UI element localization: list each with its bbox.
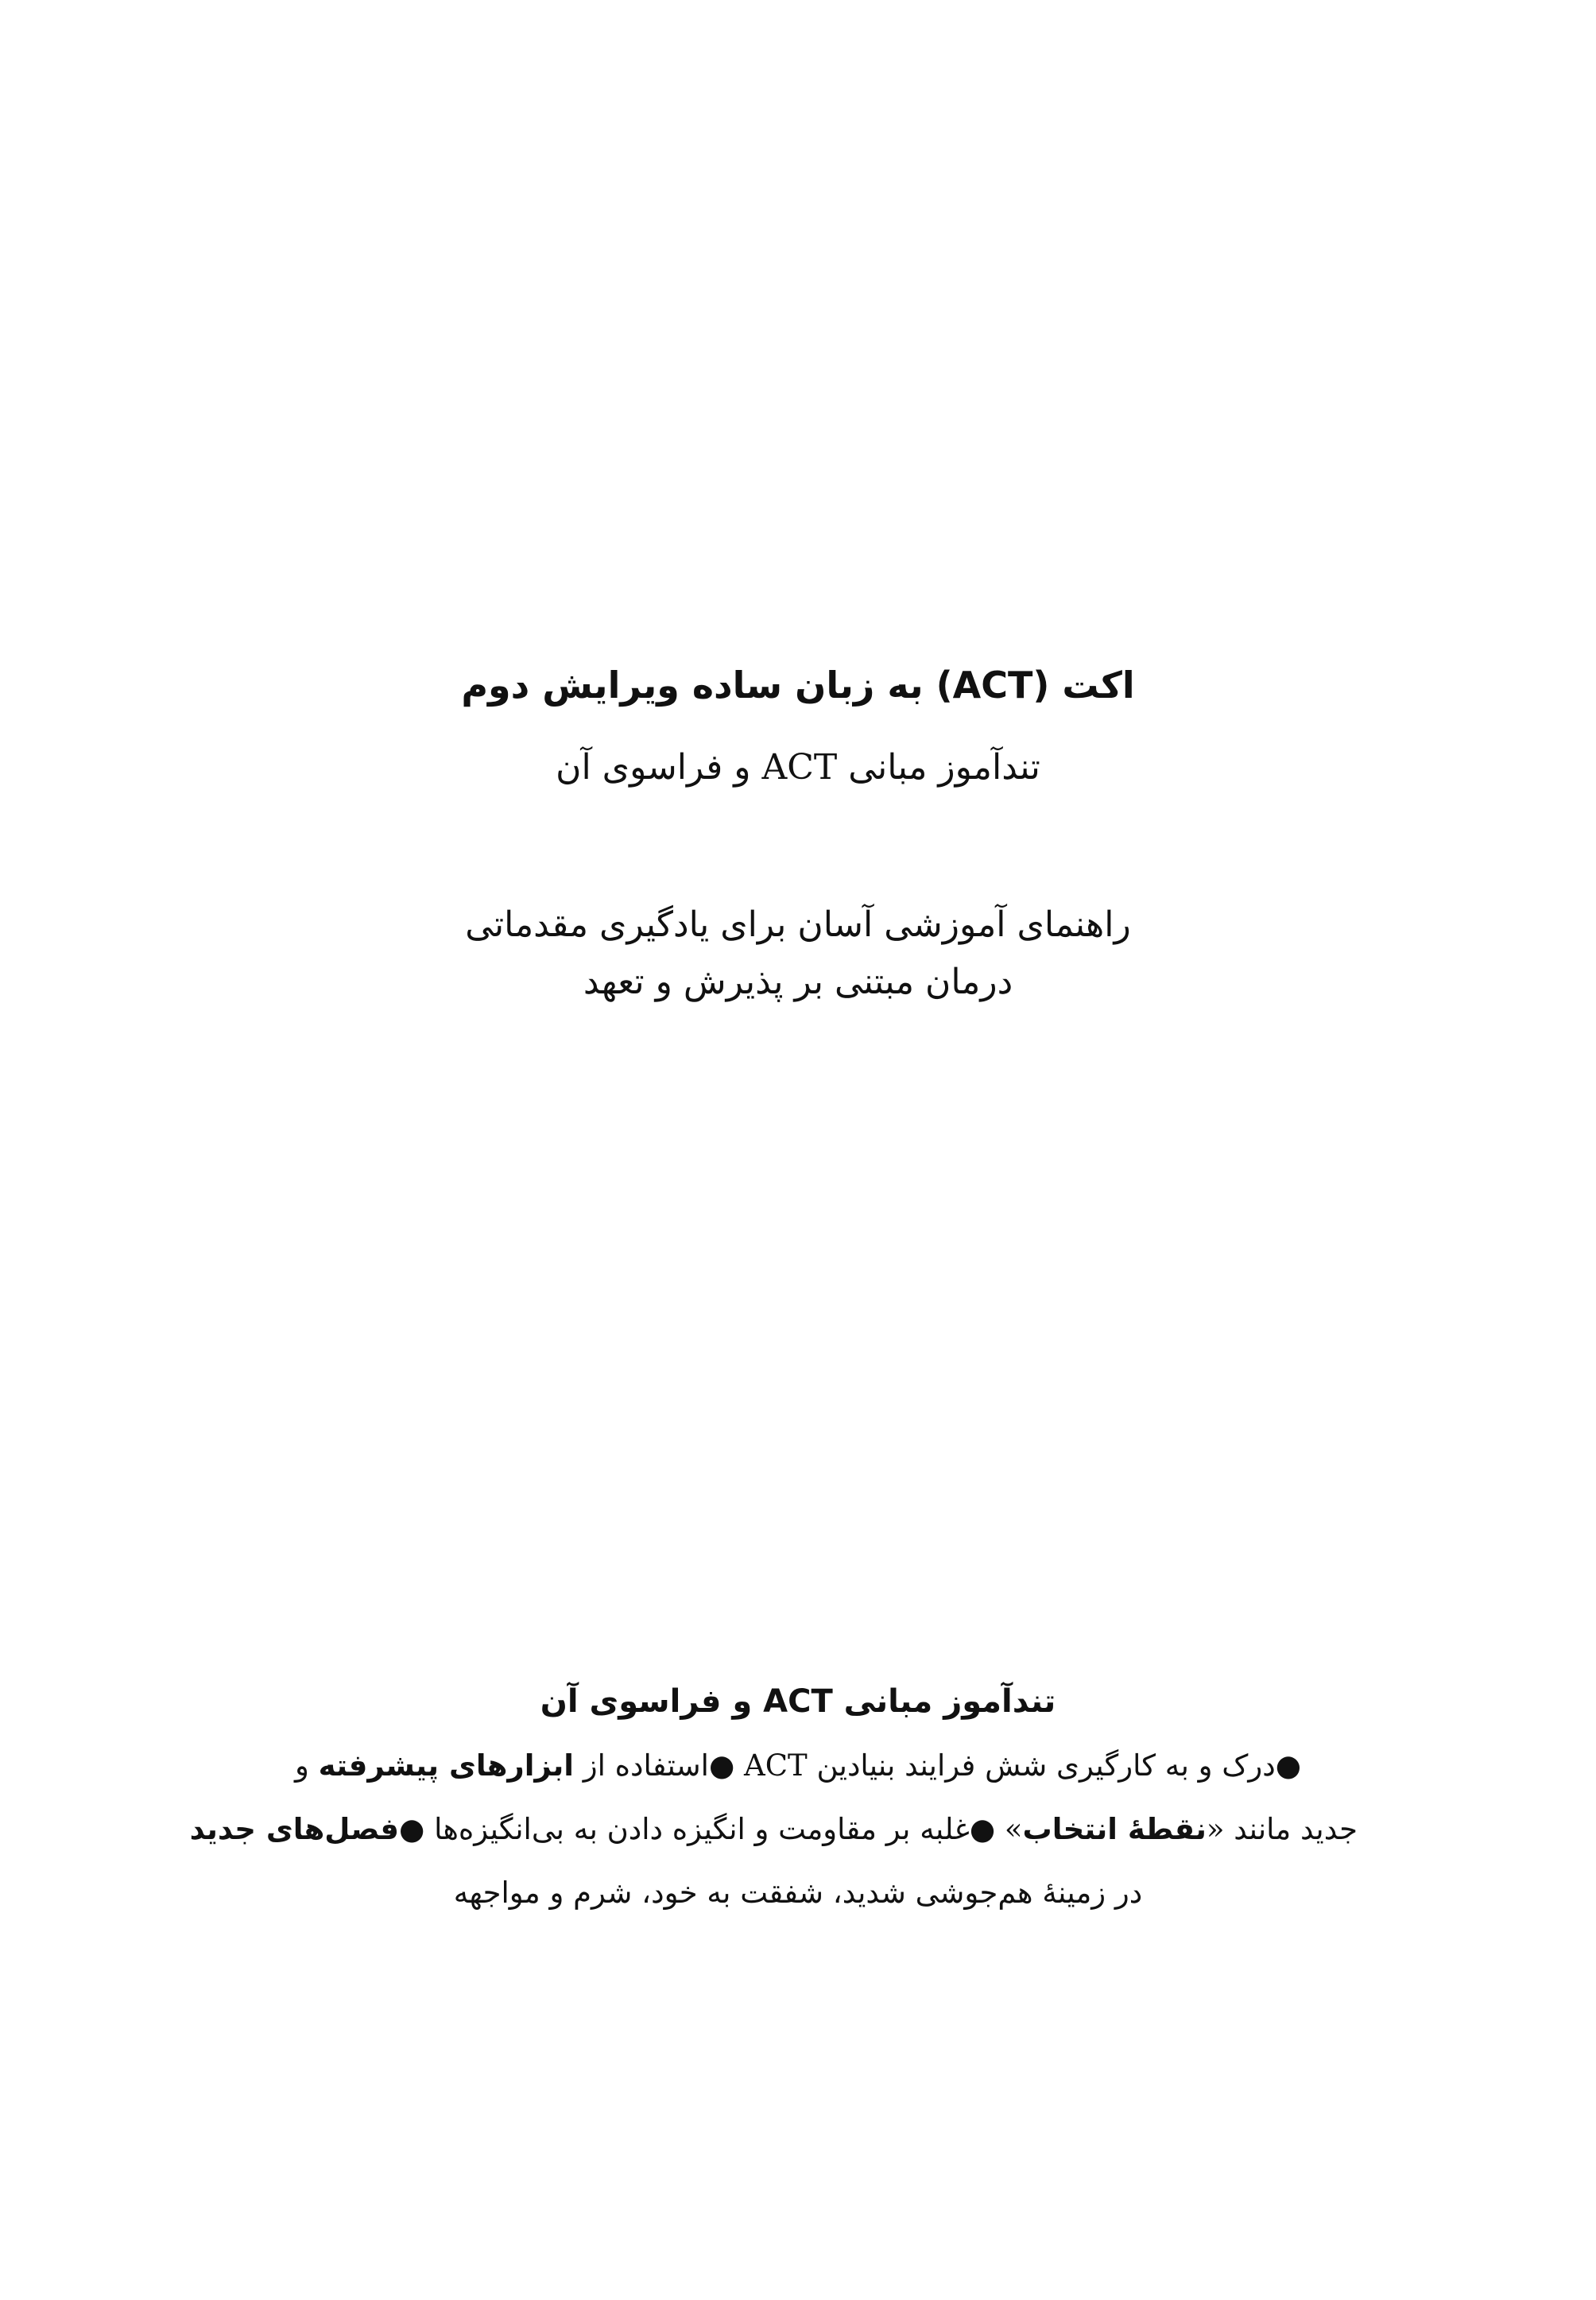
guide-line-1: راهنمای آموزشی آسان برای یادگیری مقدماتی — [465, 904, 1131, 945]
description-text: درک و به کارگیری شش فرایند بنیادین ACT — [734, 1748, 1276, 1783]
description-text: » — [995, 1812, 1023, 1846]
bullet-icon: ● — [708, 1748, 735, 1783]
description-emphasis: فصل‌های جدید — [189, 1812, 400, 1846]
description-line-3: در زمینهٔ هم‌جوشی شدید، شفقت به خود، شرم و مواجهه — [453, 1876, 1143, 1910]
guide-line-2: درمان مبتنی بر پذیرش و تعهد — [583, 962, 1013, 1002]
description-emphasis: نقطهٔ انتخاب — [1022, 1812, 1207, 1846]
bullet-icon: ● — [1275, 1748, 1302, 1783]
bullet-icon: ● — [399, 1812, 425, 1846]
book-title: اکت (ACT) به زبان ساده ویرایش دوم — [461, 664, 1135, 707]
description-heading: تندآموز مبانی ACT و فراسوی آن — [540, 1683, 1056, 1720]
description-text: استفاده از — [573, 1748, 709, 1783]
description-line-1 — [238, 1748, 1358, 1783]
description-emphasis: ابزارهای پیشرفته — [318, 1748, 574, 1783]
bullet-icon: ● — [969, 1812, 996, 1846]
description-text: جدید مانند « — [1206, 1812, 1358, 1846]
description-text: غلبه بر مقاومت و انگیزه دادن به بی‌انگیزه‌ها — [424, 1812, 970, 1846]
description-text: و — [294, 1748, 319, 1783]
description-line-2 — [189, 1812, 1358, 1846]
book-subtitle: تندآموز مبانی ACT و فراسوی آن — [556, 747, 1040, 788]
